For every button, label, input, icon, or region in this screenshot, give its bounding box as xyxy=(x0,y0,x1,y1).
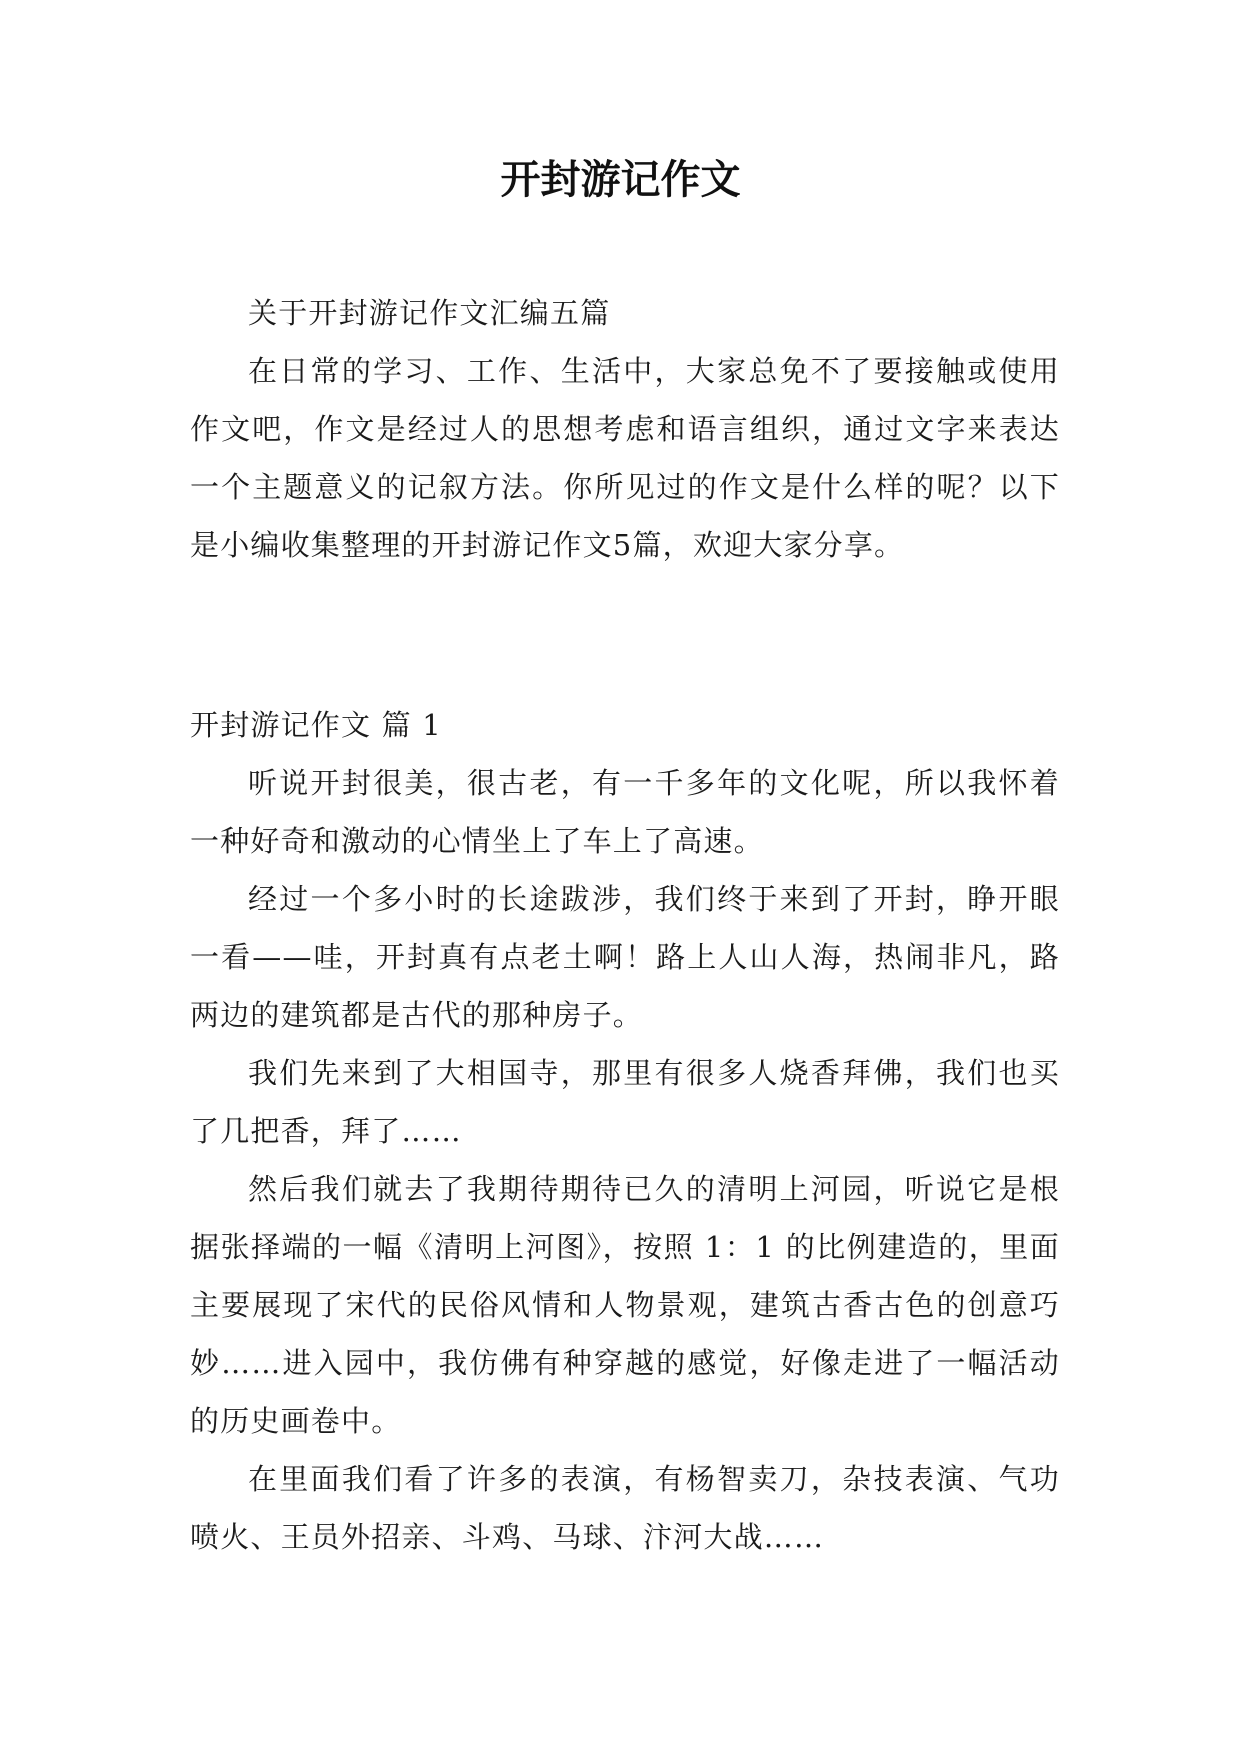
article-heading: 开封游记作文 篇 1 xyxy=(190,708,442,742)
article-paragraph: 在里面我们看了许多的表演，有杨智卖刀，杂技表演、气功喷火、王员外招亲、斗鸡、马球、汴河大战…… xyxy=(190,1462,1060,1554)
document-subtitle: 关于开封游记作文汇编五篇 xyxy=(248,296,611,330)
page-title: 开封游记作文 xyxy=(500,157,741,203)
intro-section xyxy=(190,284,1060,574)
article-section xyxy=(190,696,1060,1566)
article-paragraph: 经过一个多小时的长途跋涉，我们终于来到了开封，睁开眼一看——哇，开封真有点老土啊！路上人山人海，热闹非凡，路两边的建筑都是古代的那种房子。 xyxy=(190,882,1060,1032)
article-paragraph: 听说开封很美，很古老，有一千多年的文化呢，所以我怀着一种好奇和激动的心情坐上了车上了高速。 xyxy=(190,766,1060,858)
article-paragraph: 然后我们就去了我期待期待已久的清明上河园，听说它是根据张择端的一幅《清明上河图》，按照 1：1 的比例建造的，里面主要展现了宋代的民俗风情和人物景观，建筑古香古色的创意巧妙……进入园中，我仿佛有种穿越的感觉，好像走进了一幅活动的历史画卷中。 xyxy=(190,1172,1060,1438)
intro-paragraph: 在日常的学习、工作、生活中，大家总免不了要接触或使用作文吧，作文是经过人的思想考虑和语言组织，通过文字来表达一个主题意义的记叙方法。你所见过的作文是什么样的呢？以下是小编收集整理的开封游记作文5篇，欢迎大家分享。 xyxy=(190,354,1060,562)
article-paragraph: 我们先来到了大相国寺，那里有很多人烧香拜佛，我们也买了几把香，拜了…… xyxy=(190,1056,1060,1148)
